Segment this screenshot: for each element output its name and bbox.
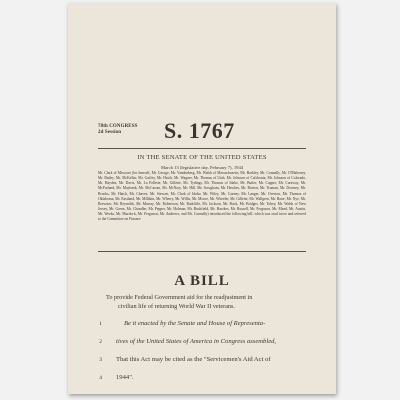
line-text: tives of the United States of America in Congress assembled, <box>116 338 277 345</box>
purpose-line-2: civilian life of returning World War II veterans. <box>118 303 235 310</box>
bill-number: S. 1767 <box>164 118 235 143</box>
line-number: 1 <box>99 321 102 327</box>
bill-purpose <box>106 293 302 311</box>
bill-text <box>94 315 314 387</box>
line-text: 1944". <box>116 374 134 381</box>
senate-heading: IN THE SENATE OF THE UNITED STATES <box>137 154 267 161</box>
line-number: 2 <box>99 339 102 345</box>
bill-text-line <box>94 351 314 369</box>
document-page <box>68 3 336 394</box>
bill-text-line <box>94 369 314 387</box>
bill-text-line <box>94 333 314 351</box>
line-text: That this Act may be cited as the "Servicemen's Aid Act of <box>116 356 271 363</box>
bill-title: A BILL <box>174 273 230 289</box>
congress-session-block <box>98 124 138 136</box>
header-divider <box>98 148 306 149</box>
line-number: 4 <box>99 375 102 381</box>
line-number: 3 <box>99 357 102 363</box>
introduction-date: March 13 (legislative day, February 7), 1944 <box>160 165 244 170</box>
sponsors-paragraph: Mr. Clark of Missouri (for himself, Mr. George, Mr. Vandenberg, Mr. Walsh of Massachusetts, Mr. Barkley, Mr. Connally, Mr. O'Mahoney, Mr. Bailey, Mr. McKellar, Mr. Guffey, Mr. Hatch, Mr. Wagner, Mr. Thomas of Utah, Mr. Johnson of California, Mr. Johnson of Colorado, Mr. Hayden, Mr. Davis, Mr. La Follette, Mr. Gillette, Mr. Tydings, Mr. Thomas of Idaho, Mr. Butler, Mr. Capper, Mr. Caraway, Mr. McFarland, Mr. Maybank, Mr. McCarran, Mr. McNary, Mr. Hill, Mr. Scrugham, Mr. Hawkes, Mr. Burton, Mr. Truman, Mr. Downey, Mr. Brooks, Mr. Hatch, Mr. Chavez, Mr. Stewart, Mr. Clark of Idaho, Mr. Wiley, Mr. Gurney, Mr. Langer, Mr. Overton, Mr. Thomas of Oklahoma, Mr. Eastland, Mr. Millikin, Mr. Wherry, Mr. Willis, Mr. Moore, Mr. Wheeler, Mr. Gillette, Mr. Wallgren, Mr. Bone, Mr. Nye, Mr. Brewster, Mr. Reynolds, Mr. Murray, Mr. Robertson, Mr. Radcliffe, Mr. Jackson, Mr. Buck, Mr. Bridges, Mr. Tobey, Mr. Walsh of New Jersey, Mr. Green, Mr. Chandler, Mr. Pepper, Mr. Holman, Mr. Bushfield, Mr. Hawkes, Mr. Russell, Mr. Ferguson, Mr. Mead, Mr. Austin, Mr. Weeks, Mr. Murdock, Mr. Ferguson, Mr. Andrews, and Mr. Connally) introduced the following bill; which was read twice and referred to the Committee on Finance <box>98 171 306 222</box>
purpose-line-1: To provide Federal Government aid for the readjustment in <box>106 294 253 301</box>
session-label: 2d Session <box>98 130 122 135</box>
bill-text-line <box>94 315 314 333</box>
line-text: Be it enacted by the Senate and House of Representa- <box>124 320 266 327</box>
congress-label: 78th CONGRESS <box>98 124 138 129</box>
sponsors-divider <box>98 251 306 252</box>
